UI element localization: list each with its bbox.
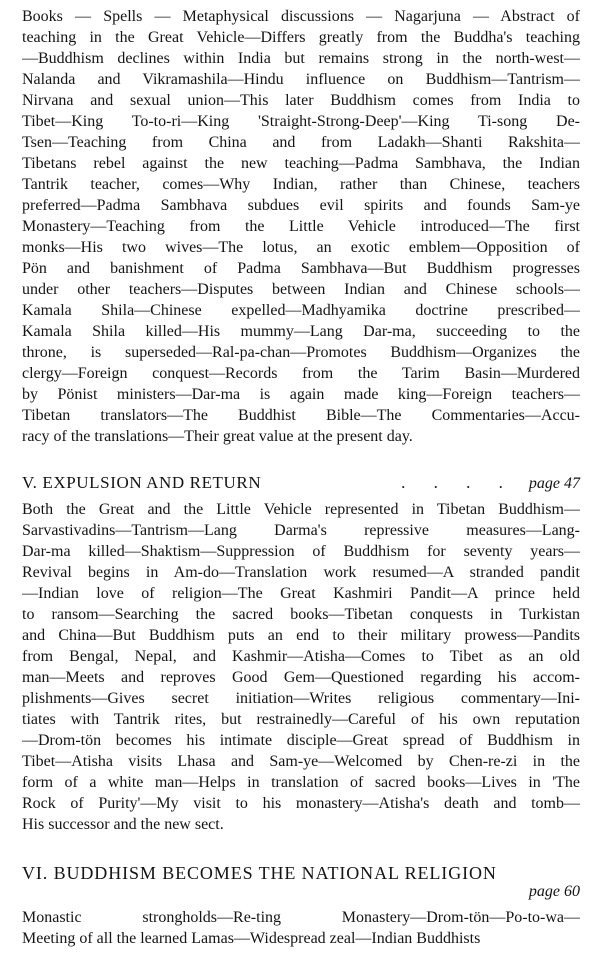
summary-line: Nirvana and sexual union—This later Buddhism comes from India to bbox=[22, 92, 580, 109]
summary-line: under other teachers—Disputes between Indian and Chinese schools— bbox=[22, 281, 580, 298]
summary-line: and China—But Buddhism puts an end to their military prowess—Pandits bbox=[22, 627, 580, 644]
summary-line: Pön and banishment of Padma Sambhava—But Buddhism progresses bbox=[22, 260, 580, 277]
summary-line: Revival begins in Am-do—Translation work resumed—A stranded pandit bbox=[22, 564, 580, 581]
chapter-v-heading bbox=[22, 473, 580, 493]
summary-line: Kamala Shila—Chinese expelled—Madhyamika doctrine prescribed— bbox=[22, 302, 580, 319]
summary-line: Tibet—King To-to-ri—King 'Straight-Strong-Deep'—King Ti-song De- bbox=[22, 113, 580, 130]
summary-line: clergy—Foreign conquest—Records from the Tarim Basin—Murdered bbox=[22, 365, 580, 382]
chapter-v-page-ref: page 47 bbox=[528, 475, 580, 492]
summary-line: Dar-ma killed—Shaktism—Suppression of Buddhism for seventy years— bbox=[22, 543, 580, 560]
summary-line: Rock of Purity'—My visit to his monastery—Atisha's death and tomb— bbox=[22, 795, 580, 812]
summary-line: —Buddhism declines within India but remains strong in the north-west— bbox=[22, 50, 580, 67]
summary-line: Tibet—Atisha visits Lhasa and Sam-ye—Welcomed by Chen-re-zi in the bbox=[22, 753, 580, 770]
chapter-vi bbox=[22, 863, 580, 949]
summary-line: Both the Great and the Little Vehicle represented in Tibetan Buddhism— bbox=[22, 501, 580, 518]
chapter-vi-title: VI. BUDDHISM BECOMES THE NATIONAL RELIGION bbox=[22, 863, 497, 883]
summary-line: —Indian love of religion—The Great Kashmiri Pandit—A prince held bbox=[22, 585, 580, 602]
summary-line: teaching in the Great Vehicle—Differs greatly from the Buddha's teaching bbox=[22, 29, 580, 46]
summary-line: man—Meets and reproves Good Gem—Questioned regarding his accom- bbox=[22, 669, 580, 686]
summary-line: Meeting of all the learned Lamas—Widespread zeal—Indian Buddhists bbox=[22, 930, 481, 947]
chapter-vi-summary bbox=[22, 907, 580, 949]
summary-line: Nalanda and Vikramashila—Hindu influence on Buddhism—Tantrism— bbox=[22, 71, 580, 88]
summary-line: by Pönist ministers—Dar-ma is again made king—Foreign teachers— bbox=[22, 386, 580, 403]
chapter-v-title: V. EXPULSION AND RETURN bbox=[22, 473, 262, 492]
summary-line: Books — Spells — Metaphysical discussions — Nagarjuna — Abstract of bbox=[22, 8, 580, 25]
summary-line: Tsen—Teaching from China and from Ladakh—Shanti Rakshita— bbox=[22, 134, 580, 151]
summary-line: racy of the translations—Their great value at the present day. bbox=[22, 428, 413, 445]
summary-line: His successor and the new sect. bbox=[22, 816, 224, 833]
summary-line: preferred—Padma Sambhava subdues evil spirits and founds Sam-ye bbox=[22, 197, 580, 214]
summary-line: Monastery—Teaching from the Little Vehicle introduced—The first bbox=[22, 218, 580, 235]
summary-line: monks—His two wives—The lotus, an exotic emblem—Opposition of bbox=[22, 239, 580, 256]
chapter-v-summary bbox=[22, 499, 580, 835]
chapter-v-leader-dots: . . . . bbox=[401, 473, 515, 492]
summary-line: plishments—Gives secret initiation—Writes religious commentary—Ini- bbox=[22, 690, 580, 707]
chapter-vi-page-ref: page 60 bbox=[528, 883, 580, 900]
summary-line: Sarvastivadins—Tantrism—Lang Darma's repressive measures—Lang- bbox=[22, 522, 580, 539]
summary-line: Tibetans rebel against the new teaching—Padma Sambhava, the Indian bbox=[22, 155, 580, 172]
chapter-v bbox=[22, 473, 580, 835]
summary-line: form of a white man—Helps in translation of sacred books—Lives in 'The bbox=[22, 774, 580, 791]
summary-line: —Drom-tön becomes his intimate disciple—Great spread of Buddhism in bbox=[22, 732, 580, 749]
summary-line: throne, is superseded—Ral-pa-chan—Promotes Buddhism—Organizes the bbox=[22, 344, 580, 361]
summary-line: Monastic strongholds—Re-ting Monastery—Drom-tön—Po-to-wa— bbox=[22, 909, 580, 926]
summary-line: to ransom—Searching the sacred books—Tibetan conquests in Turkistan bbox=[22, 606, 580, 623]
summary-line: Kamala Shila killed—His mummy—Lang Dar-ma, succeeding to the bbox=[22, 323, 580, 340]
summary-line: tiates with Tantrik rites, but restrainedly—Careful of his own reputation bbox=[22, 711, 580, 728]
chapter-iv-summary bbox=[22, 6, 580, 447]
summary-line: from Bengal, Nepal, and Kashmir—Atisha—Comes to Tibet as an old bbox=[22, 648, 580, 665]
summary-line: Tantrik teacher, comes—Why Indian, rather than Chinese, teachers bbox=[22, 176, 580, 193]
summary-line: Tibetan translators—The Buddhist Bible—The Commentaries—Accu- bbox=[22, 407, 580, 424]
